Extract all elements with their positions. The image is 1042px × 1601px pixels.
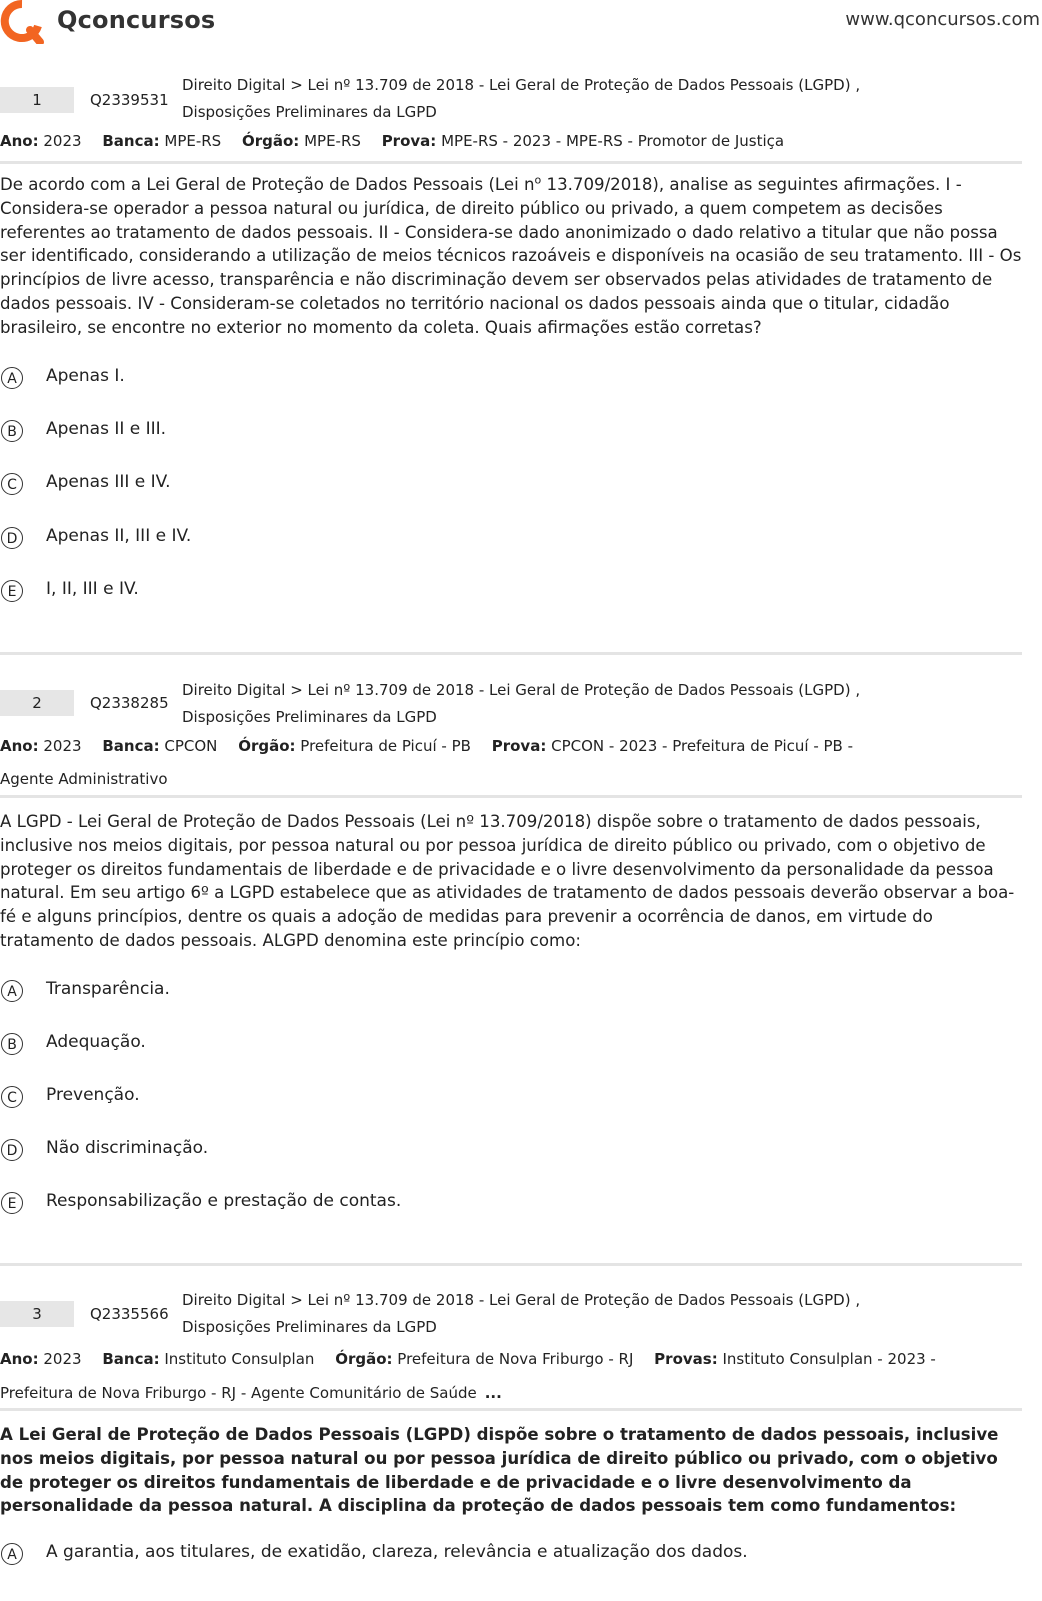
ano-value: 2023 <box>43 1350 82 1368</box>
option-letter[interactable]: C <box>1 473 23 495</box>
option-b[interactable] <box>0 1031 1000 1059</box>
subject-line-2: Disposições Preliminares da LGPD <box>182 103 437 121</box>
prova-value: Instituto Consulplan - 2023 - Prefeitura de Nova Friburgo - RJ - Agente Comunitário de Saúde <box>0 1350 936 1402</box>
question-separator <box>0 652 1022 655</box>
question-code[interactable]: Q2335566 <box>90 1305 169 1323</box>
orgao-label: Órgão: <box>238 737 296 755</box>
orgao-value: MPE-RS <box>304 132 361 150</box>
option-a[interactable] <box>0 978 1000 1006</box>
banca-value: MPE-RS <box>164 132 222 150</box>
brand-name[interactable]: Qconcursos <box>57 6 216 34</box>
option-text: Adequação. <box>46 1032 146 1052</box>
ano-label: Ano: <box>0 132 39 150</box>
page-header <box>0 0 1042 50</box>
option-d[interactable] <box>0 1137 1000 1165</box>
orgao-label: Órgão: <box>335 1350 393 1368</box>
ano-value: 2023 <box>43 132 82 150</box>
option-letter[interactable]: D <box>1 527 23 549</box>
option-text: Responsabilização e prestação de contas. <box>46 1191 402 1211</box>
option-letter[interactable]: D <box>1 1139 23 1161</box>
banca-value: Instituto Consulplan <box>164 1350 315 1368</box>
option-text: I, II, III e IV. <box>46 579 139 599</box>
prova-label: Prova: <box>491 737 547 755</box>
subject-line-1: Direito Digital > Lei nº 13.709 de 2018 - Lei Geral de Proteção de Dados Pessoais (LGPD) , <box>182 1291 861 1309</box>
question-subject[interactable] <box>182 677 862 731</box>
stem-text: De acordo com a Lei Geral de Proteção de Dados Pessoais (Lei n <box>0 175 535 194</box>
option-letter[interactable]: A <box>1 980 23 1002</box>
option-letter[interactable]: A <box>1 1543 23 1565</box>
question-meta <box>0 730 880 796</box>
divider <box>0 795 1022 798</box>
question-stem: A Lei Geral de Proteção de Dados Pessoais (LGPD) dispõe sobre o tratamento de dados pessoais, inclusive nos meios digitais, por pessoa natural ou por pessoa jurídica de direito público ou privado, com o objetivo de proteger os direitos fundamentais de liberdade e de privacidade e o livre desenvolvimento da personalidade da pessoa natural. A disciplina da proteção de dados pessoais tem como fundamentos: <box>0 1425 999 1516</box>
question-number: 3 <box>0 1301 74 1327</box>
option-text: Transparência. <box>46 979 170 999</box>
option-a[interactable] <box>0 365 1000 393</box>
question-code[interactable]: Q2339531 <box>90 91 169 109</box>
option-a[interactable] <box>0 1541 1000 1569</box>
question-separator <box>0 1263 1022 1266</box>
ano-label: Ano: <box>0 737 39 755</box>
option-text: Apenas I. <box>46 366 125 386</box>
banca-label: Banca: <box>102 1350 160 1368</box>
banca-label: Banca: <box>102 737 160 755</box>
question-meta <box>0 1342 1000 1410</box>
option-c[interactable] <box>0 1084 1000 1112</box>
more-provas-button[interactable]: ... <box>484 1384 502 1402</box>
option-text: Apenas II, III e IV. <box>46 526 192 546</box>
banca-value: CPCON <box>164 737 218 755</box>
option-text: Prevenção. <box>46 1085 140 1105</box>
option-letter[interactable]: B <box>1 1033 23 1055</box>
stem-text-rest: 13.709/2018), analise as seguintes afirmações. I - Considera-se operador a pessoa natural ou jurídica, de direito público ou privado, a quem competem as decisões referentes ao tratamento de dados pessoais. II - Considera-se dado anonimizado o dado relativo a titular que não possa ser identificado, considerando a utilização de meios técnicos razoáveis e disponíveis na ocasião de seu tratamento. III - Os princípios de livre acesso, transparência e não discriminação devem ser observados pelas atividades de tratamento de dados pessoais. IV - Consideram-se coletados no território nacional os dados pessoais ainda que o titular, cidadão brasileiro, se encontre no exterior no momento da coleta. Quais afirmações estão corretas? <box>0 175 1022 337</box>
subject-line-2: Disposições Preliminares da LGPD <box>182 1318 437 1336</box>
prova-value: CPCON - 2023 - Prefeitura de Picuí - PB - Agente Administrativo <box>0 737 854 788</box>
option-d[interactable] <box>0 525 1000 553</box>
option-e[interactable] <box>0 1190 1000 1218</box>
prova-label: Provas: <box>654 1350 718 1368</box>
option-text: A garantia, aos titulares, de exatidão, clareza, relevância e atualização dos dados. <box>46 1542 748 1562</box>
subject-line-1: Direito Digital > Lei nº 13.709 de 2018 - Lei Geral de Proteção de Dados Pessoais (LGPD) , <box>182 76 861 94</box>
option-letter[interactable]: B <box>1 420 23 442</box>
prova-value: MPE-RS - 2023 - MPE-RS - Promotor de Justiça <box>441 132 785 150</box>
orgao-label: Órgão: <box>241 132 300 150</box>
question-code[interactable]: Q2338285 <box>90 694 169 712</box>
question-stem: A LGPD - Lei Geral de Proteção de Dados Pessoais (Lei nº 13.709/2018) dispõe sobre o tratamento de dados pessoais, inclusive nos meios digitais, por pessoa natural ou por pessoa jurídica de direito público ou privado, com o objetivo de proteger os direitos fundamentais de liberdade e de privacidade e o livre desenvolvimento da personalidade da pessoa natural. Em seu artigo 6º a LGPD estabelece que as atividades de tratamento de dados pessoais deverão observar a boa-fé e alguns princípios, dentre os quais a adoção de medidas para prevenir a ocorrência de danos, em virtude do tratamento de dados pessoais. ALGPD denomina este princípio como: <box>0 812 1015 950</box>
ano-label: Ano: <box>0 1350 39 1368</box>
question-subject[interactable] <box>182 72 862 126</box>
stem-superscript: o <box>534 173 542 187</box>
question-stem <box>0 173 1022 340</box>
subject-line-2: Disposições Preliminares da LGPD <box>182 708 437 726</box>
question-subject[interactable] <box>182 1287 862 1341</box>
question-number: 1 <box>0 87 74 113</box>
orgao-value: Prefeitura de Picuí - PB <box>300 737 471 755</box>
site-url[interactable]: www.qconcursos.com <box>845 9 1040 30</box>
subject-line-1: Direito Digital > Lei nº 13.709 de 2018 - Lei Geral de Proteção de Dados Pessoais (LGPD) , <box>182 681 861 699</box>
orgao-value: Prefeitura de Nova Friburgo - RJ <box>397 1350 634 1368</box>
divider <box>0 1408 1022 1411</box>
option-b[interactable] <box>0 418 1000 446</box>
option-e[interactable] <box>0 578 1000 606</box>
ano-value: 2023 <box>43 737 82 755</box>
option-text: Não discriminação. <box>46 1138 209 1158</box>
banca-label: Banca: <box>102 132 160 150</box>
question-meta <box>0 128 1020 154</box>
prova-label: Prova: <box>381 132 437 150</box>
option-c[interactable] <box>0 471 1000 499</box>
option-letter[interactable]: C <box>1 1086 23 1108</box>
question-number: 2 <box>0 690 74 716</box>
option-letter[interactable]: E <box>1 1192 23 1214</box>
option-letter[interactable]: A <box>1 367 23 389</box>
qconcursos-logo-icon[interactable] <box>0 0 46 44</box>
option-text: Apenas II e III. <box>46 419 167 439</box>
option-letter[interactable]: E <box>1 580 23 602</box>
option-text: Apenas III e IV. <box>46 472 171 492</box>
divider <box>0 161 1022 164</box>
